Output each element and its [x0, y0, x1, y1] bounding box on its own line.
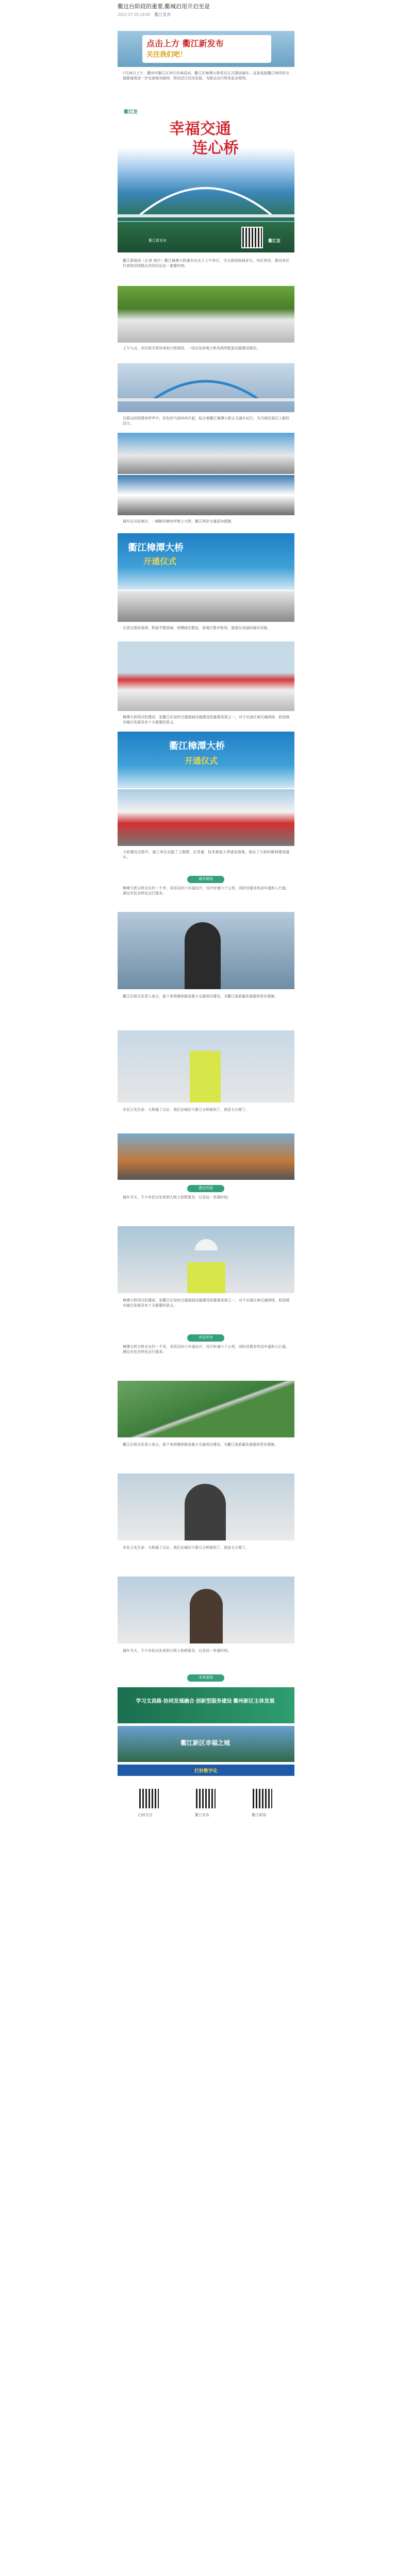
paragraph: 樟潭大桥项目的建成，是衢江区加快交通基础设施建设的重要成果之一，对于完善区域交通网络、促进城乡融合发展具有十分重要的意义。 — [123, 716, 289, 724]
promo-text-1: 学习文昌路·协同发展融合 创新型服务建设 衢州新区主体发展 — [136, 1699, 275, 1704]
paragraph: 上午九点，市区相关领导来到大桥现场，一同出发参观大桥及两岸配套设施建设情况。 — [123, 347, 260, 350]
promo-banner-1[interactable] — [118, 1687, 294, 1723]
photo-balloon-arch — [118, 641, 294, 711]
article-header — [0, 0, 412, 31]
paragraph: 衢江新闻讯（记者 胡宇）衢江樟潭大桥通车仪式于上午举行，当天现场热闹非凡，市区领导、建设单位代表和沿线群众共同见证这一重要时刻。 — [123, 259, 289, 268]
bridge-illustration — [118, 165, 294, 227]
paragraph: 通车仪式结束后，一辆辆车辆有序驶上大桥，衢江两岸交通更加便捷。 — [123, 520, 235, 523]
photo-aerial-road — [118, 1381, 294, 1437]
promo-text-3: 打好数字化 — [194, 1768, 218, 1773]
paragraph: 樟潭大桥主桥全长约一千米，采用双向六车道设计，设计时速六十公里，同时设置非机动车道和人行道，满足市民多样化出行需求。 — [123, 887, 289, 895]
paragraph: 衢江区相关负责人表示，接下来将继续推进重大交通项目建设，为衢江高质量发展提供坚实保障。 — [123, 1443, 278, 1447]
poster-bottom-right: 衢江发 — [268, 239, 281, 243]
banner-line-1: 点击上方 衢江新发布 — [146, 39, 224, 48]
qr-label-3: 衢江新闻 — [252, 1814, 266, 1817]
banner-line-2: 关注我们吧！ — [146, 51, 187, 59]
poster-title-2: 连心桥 — [192, 139, 239, 157]
account-link[interactable]: 衢江发布 — [154, 12, 171, 17]
ceremony-stage — [118, 533, 294, 590]
photo-construction — [118, 1133, 294, 1180]
paragraph: 樟潭大桥项目的建成，是衢江区加快交通基础设施建设的重要成果之一，对于完善区域交通网络、促进城乡融合发展具有十分重要的意义。 — [123, 1299, 289, 1308]
qr-code-3[interactable] — [252, 1788, 273, 1809]
ceremony-stage-2 — [118, 732, 294, 788]
photo-workers — [118, 1030, 294, 1103]
helmet — [195, 1239, 218, 1250]
photo-interview-man — [118, 1473, 294, 1540]
poster-brand: 衢江发 — [124, 109, 138, 114]
worker-vest — [190, 1051, 221, 1103]
paragraph: 市民王先生说：大桥通了以后，我们去城区只要几分钟就到了，真是太方便了。 — [123, 1108, 249, 1112]
photo-bridge-arch — [118, 363, 294, 412]
article-body — [118, 31, 294, 2576]
paragraph: 樟潭大桥主桥全长约一千米，采用双向六车道设计，设计时速六十公里，同时设置非机动车道和人行道，满足市民多样化出行需求。 — [123, 1345, 289, 1354]
qr-label-1: 扫码关注 — [138, 1814, 153, 1817]
publish-date: 2022-07-26 19:00 — [118, 12, 151, 17]
paragraph: 通车当天，不少市民自发来到大桥上拍照留念，记录这一幸福时刻。 — [123, 1649, 231, 1653]
promo-text-2: 衢江新区幸福之城 — [180, 1739, 230, 1747]
photo-worker-helmet — [118, 1226, 294, 1293]
paragraph: 记者在现场看到，桥面平整宽阔，两侧绿化整洁，景观灯整齐排列，展现出美丽的城市风貌。 — [123, 626, 271, 630]
article-title: 衢这台阶段的重要,衢城启用开启至是 — [118, 4, 210, 10]
stage-caption-4: 开通仪式 — [185, 756, 218, 766]
qr-code-1[interactable] — [138, 1788, 160, 1809]
stage-caption-2: 开通仪式 — [143, 556, 177, 566]
poster-bottom-left: 衢江新发布 — [149, 239, 167, 243]
section-tag: 未来展望 — [187, 1674, 224, 1682]
photo-interview-woman — [118, 1577, 294, 1643]
vest — [187, 1262, 225, 1293]
paragraph: 通车当天，不少市民自发来到大桥上拍照留念，记录这一幸福时刻。 — [123, 1196, 231, 1199]
photo-crowd-2 — [118, 475, 294, 515]
paragraph: 在群众的热情欢呼声中，彩色的气球冉冉升起，标志着衢江樟潭大桥正式通车运行，为当地发展注入新的活力。 — [123, 417, 289, 426]
stage-caption-3: 衢江樟潭大桥 — [169, 741, 225, 752]
photo-speaker — [118, 912, 294, 989]
arch-svg — [118, 363, 294, 412]
promo-banner-2[interactable] — [118, 1726, 294, 1762]
photo-vehicles-parade — [118, 789, 294, 846]
promo-banner-3[interactable] — [118, 1765, 294, 1776]
photo-crowd — [118, 286, 294, 343]
section-tag: 市民声音 — [187, 1334, 224, 1342]
woman-figure — [190, 1589, 223, 1643]
qr-label-2: 衢江发布 — [195, 1814, 209, 1817]
article-meta — [118, 12, 294, 18]
poster-qr — [241, 227, 263, 248]
section-tag: 建设历程 — [187, 1185, 224, 1192]
poster-image — [118, 103, 294, 252]
qr-code-2[interactable] — [195, 1788, 217, 1809]
paragraph: 市民王先生说：大桥通了以后，我们去城区只要几分钟就到了，真是太方便了。 — [123, 1546, 249, 1550]
stage-caption-1: 衢江樟潭大桥 — [128, 543, 184, 553]
paragraph: 7月26日上午，衢州市衢江区举行庆典活动，衢江区樟潭大桥项目正式建成通车。这条连接衢江两岸的交通要道将进一步完善城市路网，带动沿江经济发展，为群众出行带来更多便利。 — [123, 72, 289, 80]
photo-vehicles — [118, 433, 294, 474]
man-figure — [185, 1484, 226, 1540]
poster-title-1: 幸福交通 — [169, 120, 231, 138]
end-qr-block — [118, 1783, 294, 1844]
paragraph: 衢江区相关负责人表示，接下来将继续推进重大交通项目建设，为衢江高质量发展提供坚实保障。 — [123, 995, 278, 998]
banner-card — [142, 35, 271, 63]
paragraph: 大桥建设过程中，施工单位克服了工期紧、任务重、技术难度大等诸多困难，保证了大桥的顺利建成通车。 — [123, 851, 289, 859]
photo-security — [118, 591, 294, 622]
section-tag: 通车现场 — [187, 876, 224, 883]
speaker-figure — [185, 922, 221, 989]
banner-image — [118, 31, 294, 67]
